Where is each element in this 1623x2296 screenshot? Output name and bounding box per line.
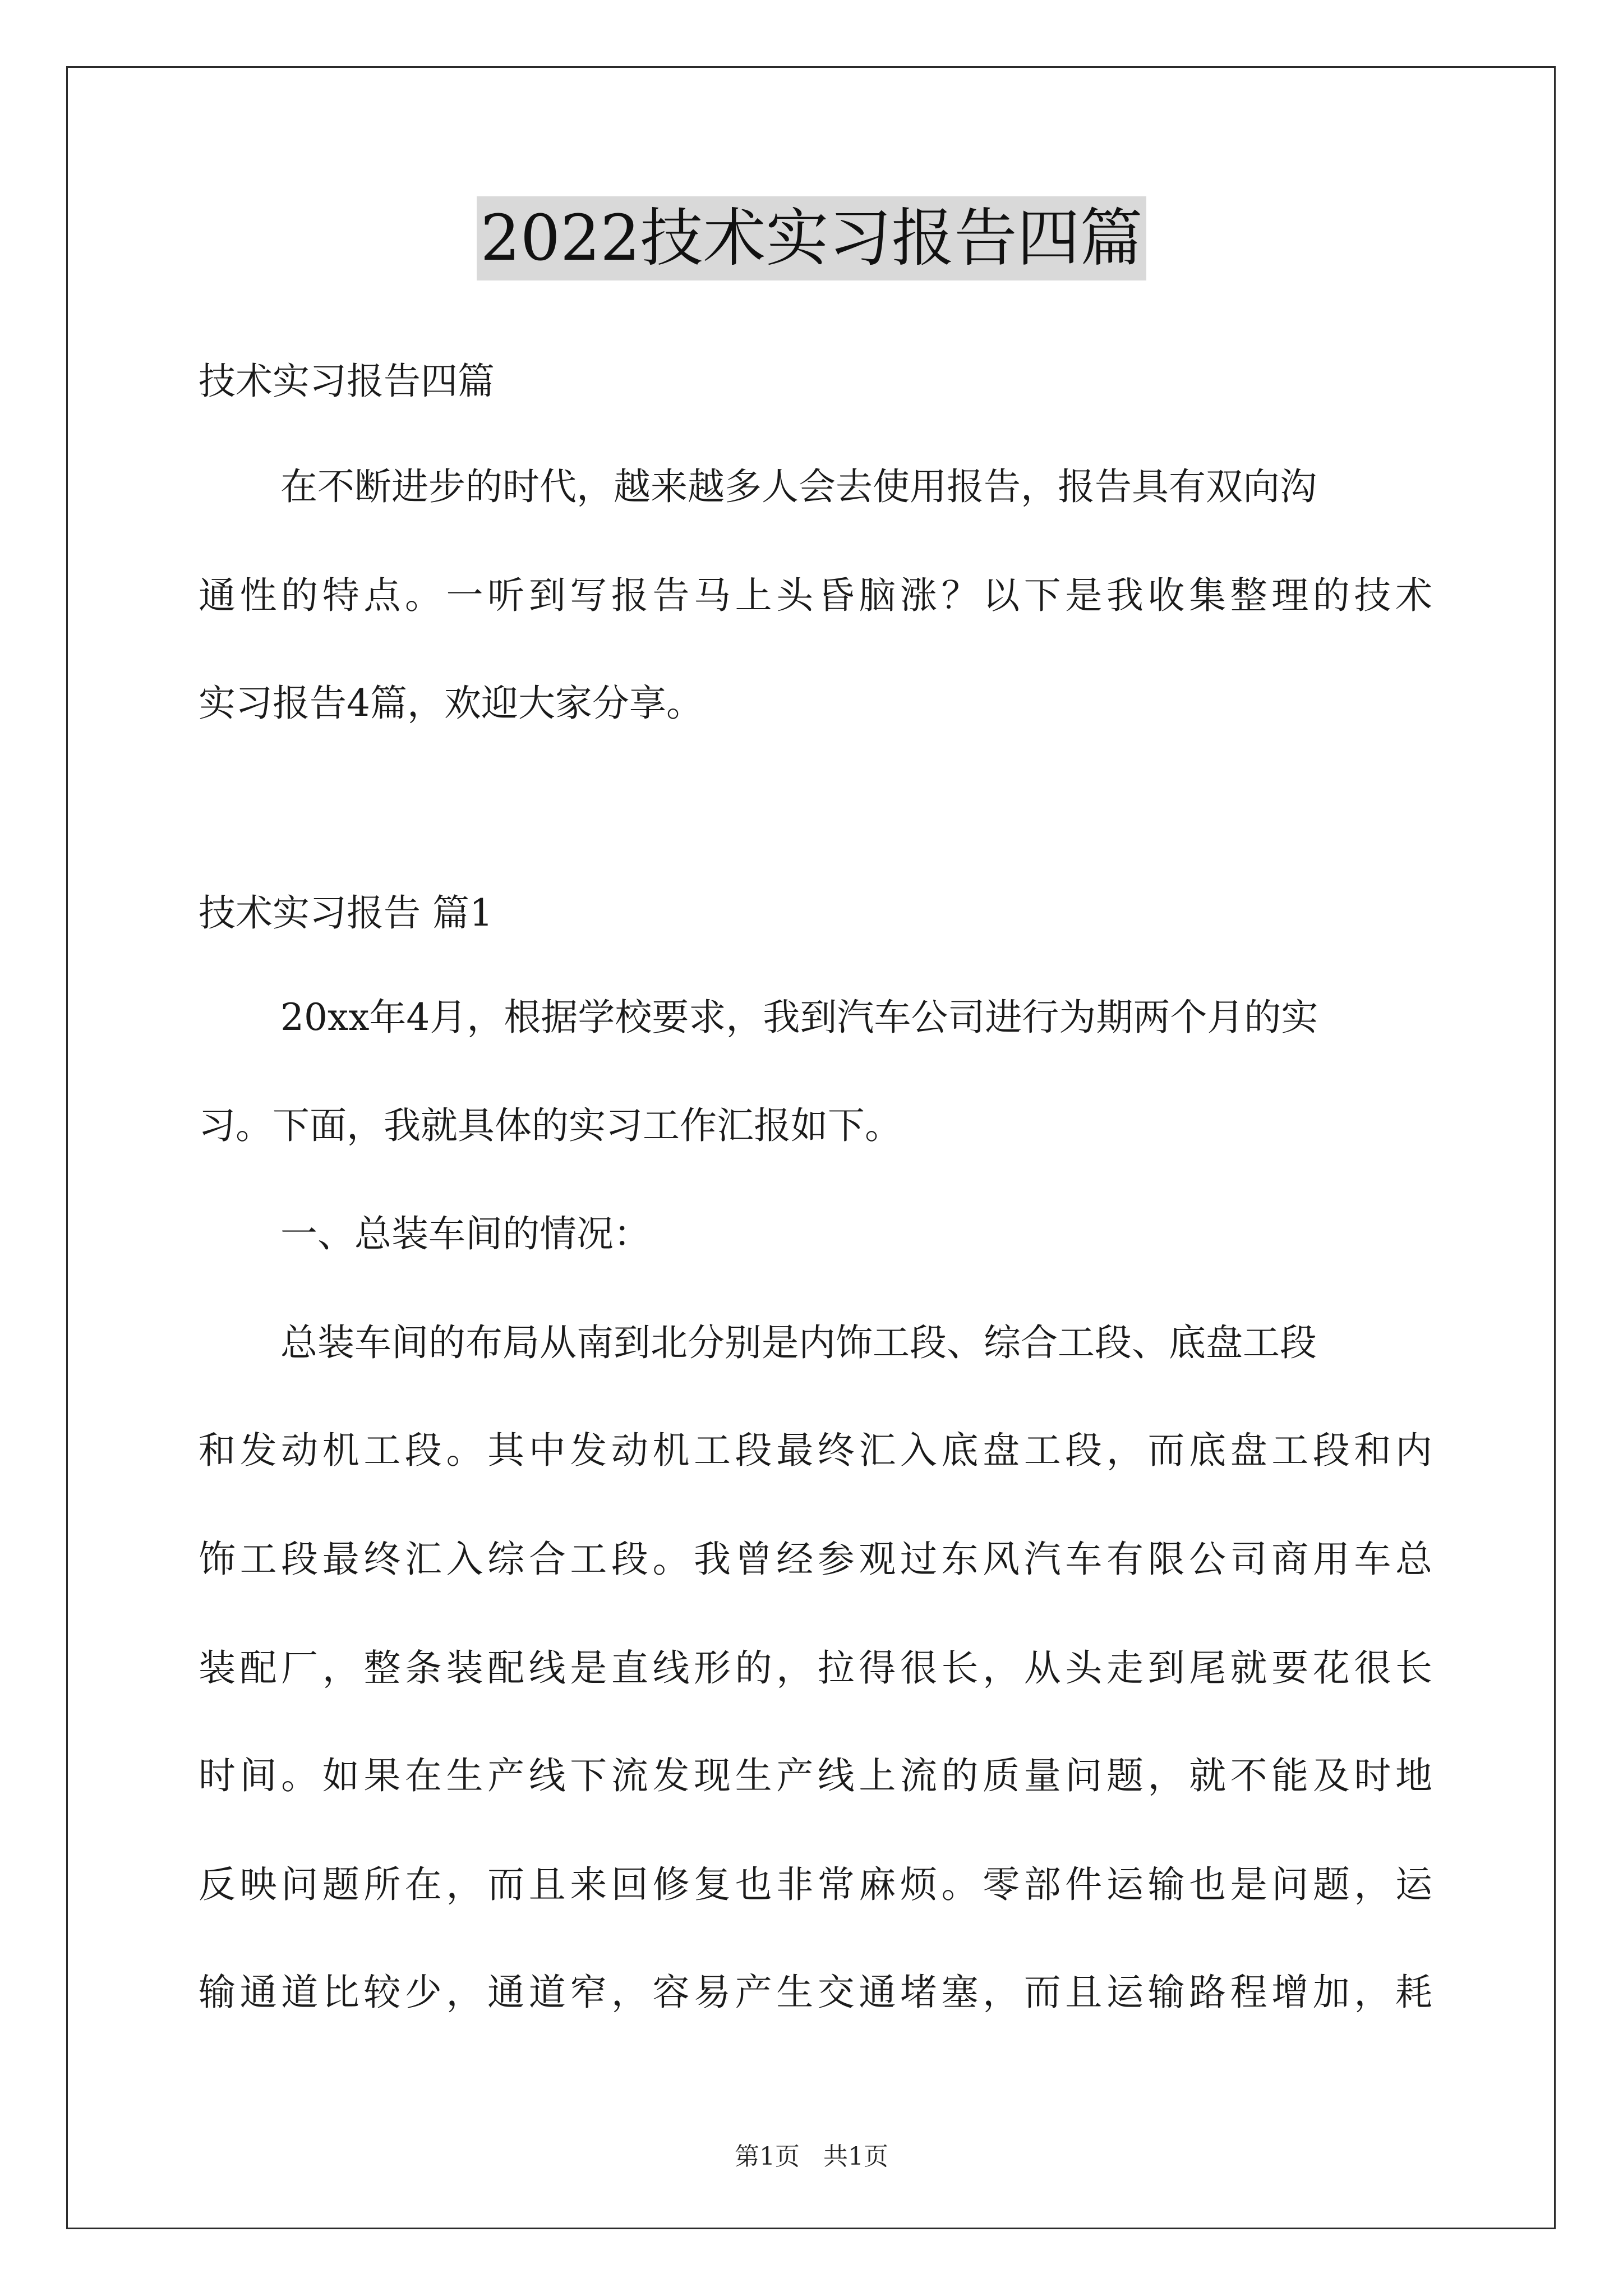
page-number-total: 共1页: [823, 2142, 888, 2171]
paragraph-line: 实习报告4篇，欢迎大家分享。: [199, 682, 703, 725]
paragraph-line: 习。下面，我就具体的实习工作汇报如下。: [199, 1104, 902, 1147]
paragraph-line: 和发动机工段。其中发动机工段最终汇入底盘工段，而底盘工段和内: [199, 1429, 1432, 1472]
paragraph-line: 在不断进步的时代，越来越多人会去使用报告，报告具有双向沟: [280, 465, 1317, 508]
paragraph-line: 装配厂，整条装配线是直线形的，拉得很长，从头走到尾就要花很长: [199, 1646, 1432, 1690]
page-number-current: 第1页: [735, 2142, 800, 2171]
title-container: [0, 196, 1623, 280]
paragraph-line: 饰工段最终汇入综合工段。我曾经参观过东风汽车有限公司商用车总: [199, 1538, 1432, 1581]
paragraph-line: 通性的特点。一听到写报告马上头昏脑涨？以下是我收集整理的技术: [199, 574, 1432, 617]
paragraph-line: 反映问题所在，而且来回修复也非常麻烦。零部件运输也是问题，运: [199, 1863, 1432, 1906]
paragraph-line: 时间。如果在生产线下流发现生产线上流的质量问题，就不能及时地: [199, 1754, 1432, 1797]
page-footer: [0, 2136, 1623, 2172]
subtitle-line: 技术实习报告四篇: [199, 360, 495, 403]
section-heading: 技术实习报告 篇1: [199, 891, 493, 935]
paragraph-line: 输通道比较少，通道窄，容易产生交通堵塞，而且运输路程增加，耗: [199, 1971, 1432, 2014]
paragraph-line: 20xx年4月，根据学校要求，我到汽车公司进行为期两个月的实: [280, 996, 1318, 1039]
document-title: 2022技术实习报告四篇: [477, 196, 1146, 280]
paragraph-line: 总装车间的布局从南到北分别是内饰工段、综合工段、底盘工段: [280, 1321, 1317, 1364]
subheading-line: 一、总装车间的情况：: [280, 1212, 651, 1255]
